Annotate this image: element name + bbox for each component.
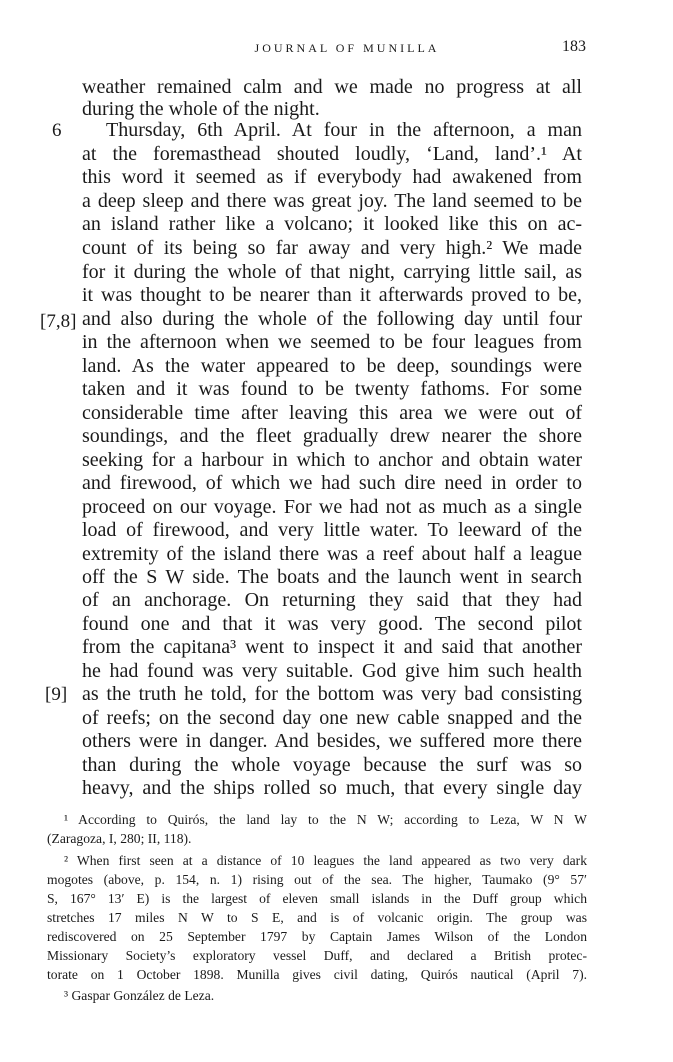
running-header [108,38,586,58]
footnote-line: ³ Gaspar González de Leza. [64,988,215,1003]
body-line: considerable time after leaving this area we were out of [82,402,582,424]
margin-note-7-8: [7,8] [40,311,77,332]
footnote-line: S, 167° 13′ E) is the largest of eleven small islands in the Duff group which [47,891,587,906]
body-line: a deep sleep and there was great joy. The land seemed to be [82,190,582,212]
body-line: and also during the whole of the following day until four [82,308,582,330]
body-line: found one and that it was very good. The second pilot [82,613,582,635]
body-line: during the whole of the night. [82,98,320,120]
body-line: as the truth he told, for the bottom was very bad consisting [82,683,582,705]
body-line: of reefs; on the second day one new cable snapped and the [82,707,582,729]
footnote-line: torate on 1 October 1898. Munilla gives civil dating, Quirós nautical (April 7). [47,967,587,982]
body-line: and firewood, of which we had such dire need in order to [82,472,582,494]
margin-note-9: [9] [45,684,68,705]
body-line: in the afternoon when we seemed to be four leagues from [82,331,582,353]
body-line: extremity of the island there was a reef about half a league [82,543,582,565]
body-line: Thursday, 6th April. At four in the afternoon, a man [106,119,582,141]
body-line: heavy, and the ships rolled so much, that every single day [82,777,582,799]
footnote-line: rediscovered on 25 September 1797 by Captain James Wilson of the London [47,929,587,944]
body-line: load of firewood, and very little water. To leeward of the [82,519,582,541]
body-line: from the capitana³ went to inspect it and said that another [82,636,582,658]
body-line: for it during the whole of that night, carrying little sail, as [82,261,582,283]
footnote-line: ¹ According to Quirós, the land lay to the N W; according to Leza, W N W [64,812,587,827]
body-line: this word it seemed as if everybody had awakened from [82,166,582,188]
footnote-line: stretches 17 miles N W to S E, and is of volcanic origin. The group was [47,910,587,925]
footnote-line: mogotes (above, p. 154, n. 1) rising out of the sea. The higher, Taumako (9° 57′ [47,872,587,887]
footnote-line: ² When first seen at a distance of 10 leagues the land appeared as two very dark [64,853,587,868]
body-line: count of its being so far away and very high.² We made [82,237,582,259]
body-line: off the S W side. The boats and the launch went in search [82,566,582,588]
margin-note-6: 6 [52,120,62,141]
footnote-line: Missionary Society’s exploratory vessel Duff, and declared a British protec- [47,948,587,963]
body-line: than during the whole voyage because the surf was so [82,754,582,776]
body-line: soundings, and the fleet gradually drew nearer the shore [82,425,582,447]
body-line: of an anchorage. On returning they said that they had [82,589,582,611]
running-title: JOURNAL OF MUNILLA [254,41,440,55]
body-line: proceed on our voyage. For we had not as much as a single [82,496,582,518]
body-line: an island rather like a volcano; it looked like this on ac- [82,213,582,235]
page-number: 183 [562,38,586,55]
body-line: weather remained calm and we made no progress at all [82,76,582,98]
footnote-line: (Zaragoza, I, 280; II, 118). [47,831,192,846]
body-line: others were in danger. And besides, we suffered more there [82,730,582,752]
body-line: seeking for a harbour in which to anchor and obtain water [82,449,582,471]
body-line: it was thought to be nearer than it afterwards proved to be, [82,284,582,306]
body-line: he had found was very suitable. God give him such health [82,660,582,682]
body-line: at the foremasthead shouted loudly, ‘Land, land’.¹ At [82,143,582,165]
body-line: land. As the water appeared to be deep, soundings were [82,355,582,377]
body-line: taken and it was found to be twenty fathoms. For some [82,378,582,400]
